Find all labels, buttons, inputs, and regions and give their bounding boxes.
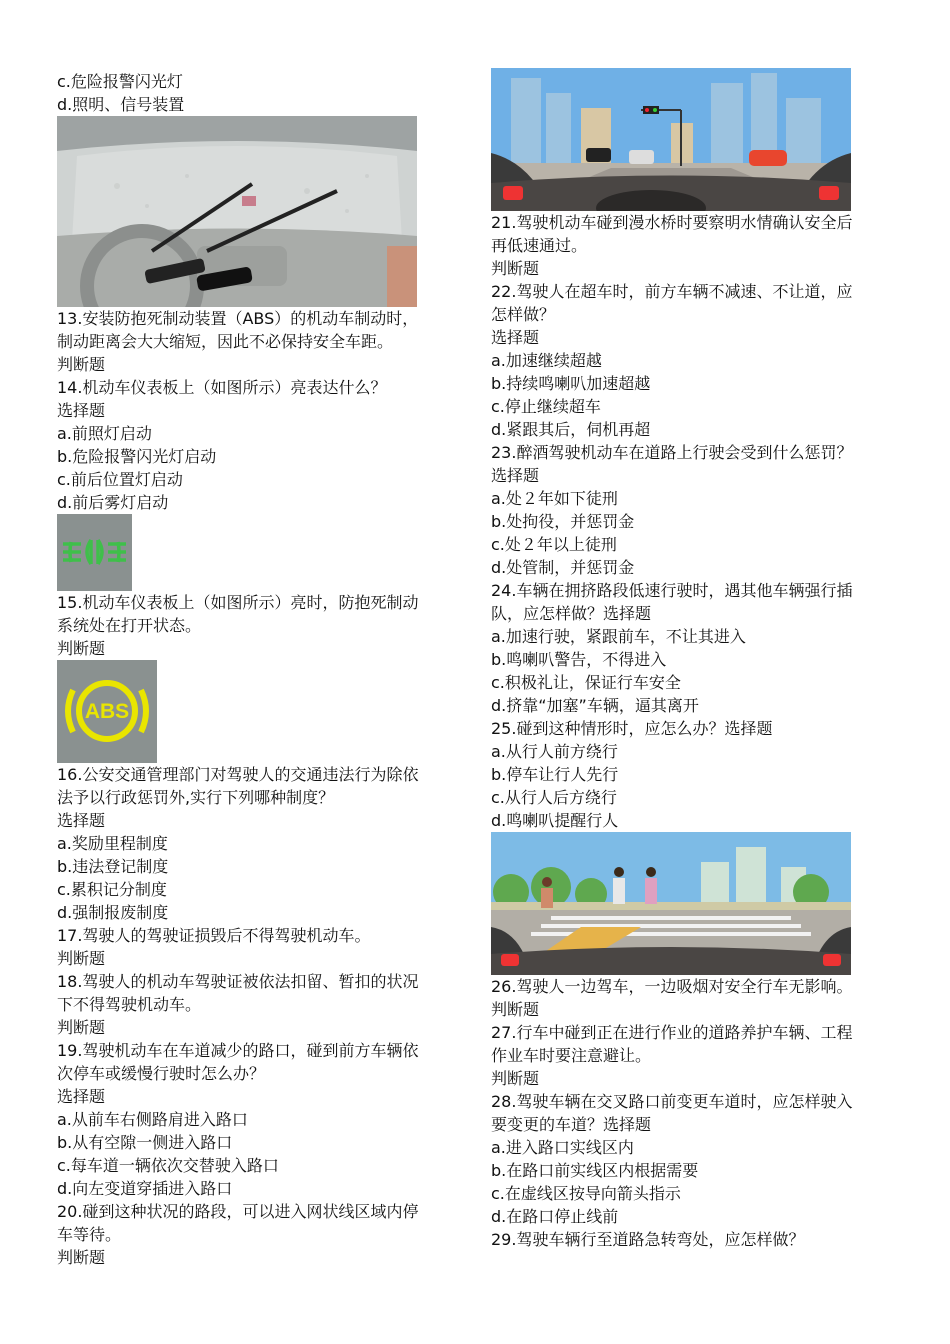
question-28-line: 28.驾驶车辆在交叉路口前变更车道时，应怎样驶入 [491,1092,853,1111]
question-type: 判断题 [57,949,106,968]
right-column [491,68,896,1251]
option-b: b.停车让行人先行 [491,765,619,784]
option-d: d.鸣喇叭提醒行人 [491,811,619,830]
question-25-line: 25.碰到这种情形时，应怎么办？选择题 [491,719,773,738]
question-28-line: 要变更的车道？选择题 [491,1115,652,1134]
option-a: a.处２年如下徒刑 [491,489,618,508]
question-23-line: 23.醉酒驾驶机动车在道路上行驶会受到什么惩罚？ [491,443,853,462]
option-d: d.处管制，并惩罚金 [491,558,635,577]
option-d: d.向左变道穿插进入路口 [57,1179,233,1198]
option-b: b.处拘役，并惩罚金 [491,512,635,531]
question-27-line: 27.行车中碰到正在进行作业的道路养护车辆、工程 [491,1023,853,1042]
question-29-line: 29.驾驶车辆行至道路急转弯处，应怎样做？ [491,1230,805,1249]
question-15-line: 15.机动车仪表板上（如图所示）亮时，防抱死制动 [57,593,419,612]
question-type: 判断题 [491,259,540,278]
abs-label: ABS [84,700,130,723]
question-26-line: 26.驾驶人一边驾车，一边吸烟对安全行车无影响。 [491,977,853,996]
option-a: a.前照灯启动 [57,424,152,443]
option-d: d.前后雾灯启动 [57,493,169,512]
question-19-line: 次停车或缓慢行驶时怎么办？ [57,1064,266,1083]
option-text: d.照明、信号装置 [57,95,185,114]
option-b: b.持续鸣喇叭加速超越 [491,374,651,393]
option-b: b.鸣喇叭警告，不得进入 [491,650,667,669]
option-a: a.奖励里程制度 [57,834,168,853]
question-type: 选择题 [491,328,540,347]
question-17-line: 17.驾驶人的驾驶证损毁后不得驾驶机动车。 [57,926,371,945]
abs-warning-icon [57,660,462,763]
question-16-line: 16.公安交通管理部门对驾驶人的交通违法行为除依 [57,765,419,784]
question-15-line: 系统处在打开状态。 [57,616,202,635]
question-type: 选择题 [491,466,540,485]
question-20-line: 20.碰到这种状况的路段，可以进入网状线区域内停 [57,1202,419,1221]
question-14-line: 14.机动车仪表板上（如图所示）亮表达什么？ [57,378,387,397]
question-type: 判断题 [57,1018,106,1037]
question-19-line: 19.驾驶机动车在车道减少的路口，碰到前方车辆依 [57,1041,419,1060]
option-a: a.进入路口实线区内 [491,1138,634,1157]
question-21-line: 21.驾驶机动车碰到漫水桥时要察明水情确认安全后 [491,213,853,232]
question-type: 判断题 [57,639,106,658]
question-18-line: 下不得驾驶机动车。 [57,995,202,1014]
option-c: c.积极礼让，保证行车安全 [491,673,681,692]
option-c: c.在虚线区按导向箭头指示 [491,1184,681,1203]
question-16-line: 法予以行政惩罚外,实行下列哪种制度？ [57,788,335,807]
question-22-line: 22.驾驶人在超车时，前方车辆不减速、不让道，应 [491,282,853,301]
rainy-windshield-wiper-image [57,116,462,307]
option-d: d.在路口停止线前 [491,1207,619,1226]
option-a: a.从前车右侧路肩进入路口 [57,1110,248,1129]
pedestrian-crosswalk-dashboard-image [491,832,896,975]
question-13-line: 制动距离会大大缩短，因此不必保持安全车距。 [57,332,394,351]
option-c: c.从行人后方绕行 [491,788,617,807]
option-c: c.每车道一辆依次交替驶入路口 [57,1156,279,1175]
question-20-line: 车等待。 [57,1225,122,1244]
question-24-line: 队，应怎样做？选择题 [491,604,652,623]
question-18-line: 18.驾驶人的机动车驾驶证被依法扣留、暂扣的状况 [57,972,419,991]
option-b: b.在路口前实线区内根据需要 [491,1161,699,1180]
question-type: 选择题 [57,401,106,420]
question-type: 选择题 [57,1087,106,1106]
option-d: d.强制报废制度 [57,903,169,922]
question-type: 判断题 [491,1069,540,1088]
left-column [57,70,462,1269]
question-type: 判断题 [57,1248,106,1267]
option-c: c.累积记分制度 [57,880,167,899]
option-d: d.紧跟其后，伺机再超 [491,420,651,439]
option-c: c.处２年以上徒刑 [491,535,617,554]
option-a: a.从行人前方绕行 [491,742,618,761]
question-22-line: 怎样做？ [491,305,556,324]
question-27-line: 作业车时要注意避让。 [491,1046,652,1065]
question-21-line: 再低速通过。 [491,236,588,255]
fog-lamp-icon [57,514,462,591]
option-text: c.危险报警闪光灯 [57,72,183,91]
question-24-line: 24.车辆在拥挤路段低速行驶时，遇其他车辆强行插 [491,581,853,600]
question-type: 判断题 [491,1000,540,1019]
option-d: d.挤靠“加塞”车辆，逼其离开 [491,696,699,715]
option-b: b.违法登记制度 [57,857,169,876]
option-a: a.加速行驶，紧跟前车，不让其进入 [491,627,746,646]
question-type: 判断题 [57,355,106,374]
question-type: 选择题 [57,811,106,830]
option-c: c.前后位置灯启动 [57,470,183,489]
option-b: b.危险报警闪光灯启动 [57,447,217,466]
option-c: c.停止继续超车 [491,397,601,416]
city-intersection-dashboard-image [491,68,896,211]
option-a: a.加速继续超越 [491,351,602,370]
option-b: b.从有空隙一侧进入路口 [57,1133,233,1152]
question-13-line: 13.安装防抱死制动装置（ABS）的机动车制动时， [57,309,419,328]
